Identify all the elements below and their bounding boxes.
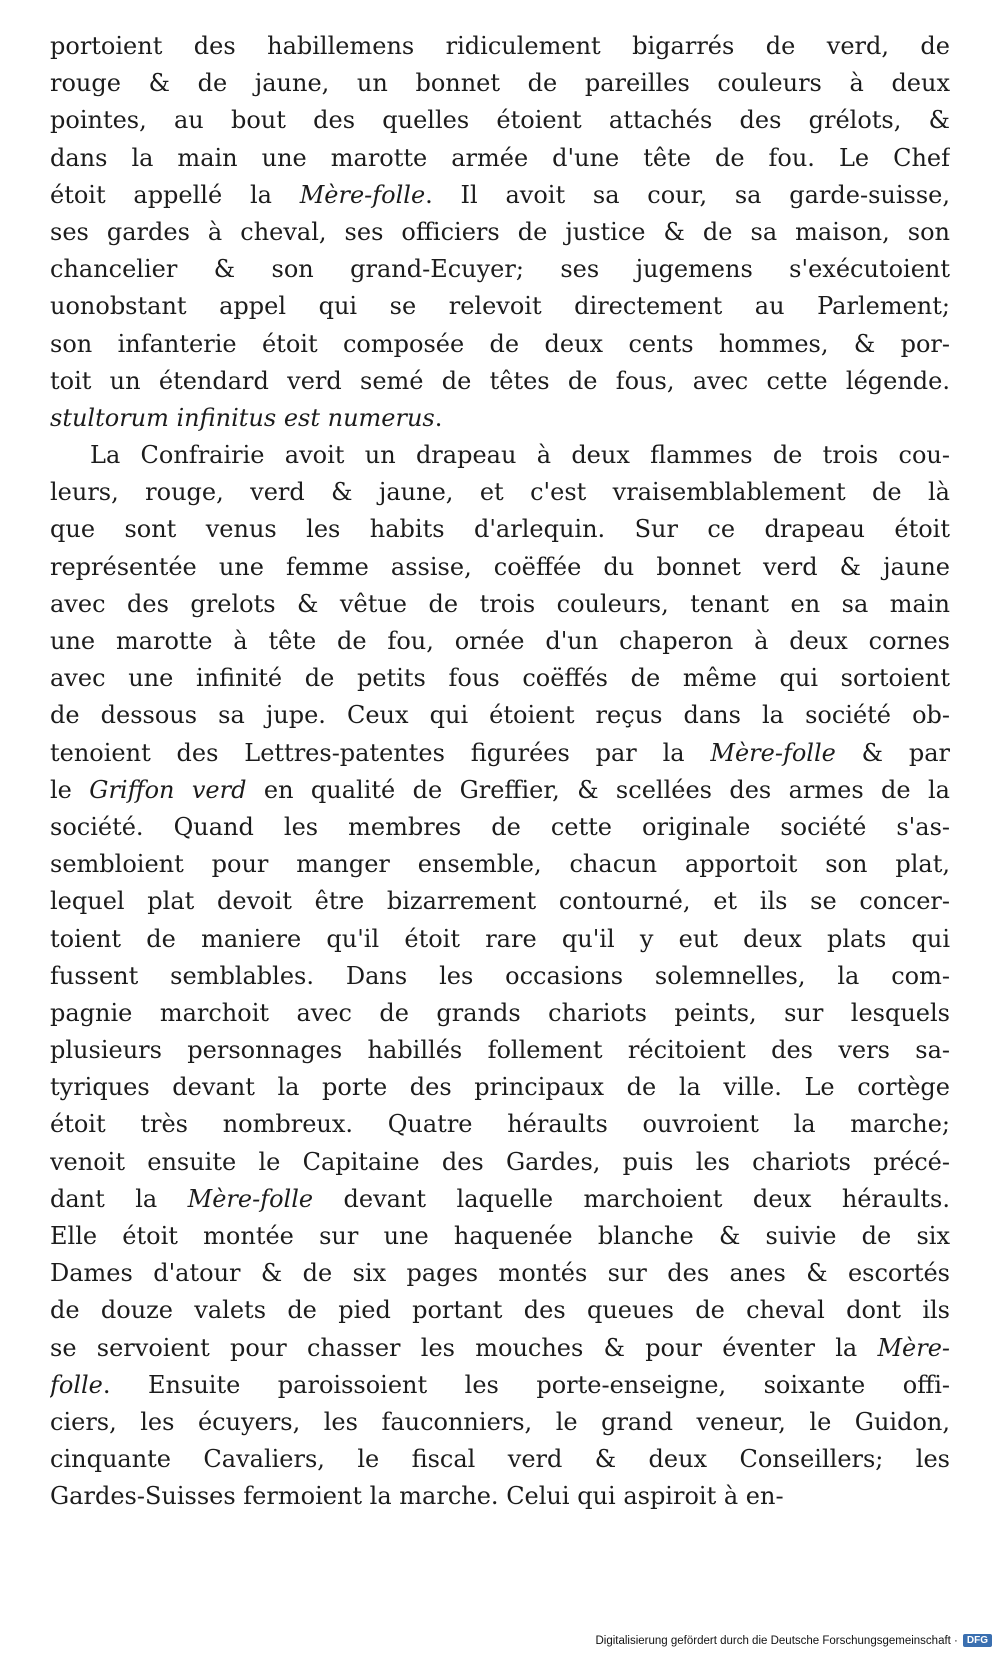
text-line: représentée une femme assise, coëffée du bonnet verd & jaune (50, 552, 950, 581)
text-line: tyriques devant la porte des principaux de la ville. Le cortège (50, 1073, 950, 1102)
text-line: que sont venus les habits d'arlequin. Sur ce drapeau étoit (50, 515, 950, 544)
text-line: toit un étendard verd semé de têtes de fous, avec cette légende. (50, 366, 950, 395)
text-line: se servoient pour chasser les mouches & pour éventer la Mère- (50, 1333, 950, 1362)
funding-note: Digitalisierung gefördert durch die Deutsche Forschungsgemeinschaft · (595, 1634, 958, 1647)
text-line: étoit très nombreux. Quatre héraults ouvroient la marche; (50, 1110, 950, 1139)
text-line: La Confrairie avoit un drapeau à deux flammes de trois cou- (90, 441, 950, 470)
page-text (50, 28, 950, 1516)
text-line: le Griffon verd en qualité de Greffier, & scellées des armes de la (50, 775, 950, 804)
text-line: dans la main une marotte armée d'une tête de fou. Le Chef (50, 143, 950, 172)
text-line: de douze valets de pied portant des queues de cheval dont ils (50, 1296, 950, 1325)
text-line: pagnie marchoit avec de grands chariots peints, sur lesquels (50, 998, 950, 1027)
text-line: stultorum infinitus est numerus. (50, 403, 443, 432)
text-line: étoit appellé la Mère-folle. Il avoit sa cour, sa garde-suisse, (50, 180, 950, 209)
dfg-logo: DFG (963, 1634, 992, 1647)
text-line: folle. Ensuite paroissoient les porte-enseigne, soixante offi- (50, 1370, 950, 1399)
text-line: une marotte à tête de fou, ornée d'un chaperon à deux cornes (50, 627, 950, 655)
text-line: venoit ensuite le Capitaine des Gardes, puis les chariots précé- (50, 1147, 950, 1176)
text-line: sembloient pour manger ensemble, chacun apportoit son plat, (50, 850, 950, 879)
text-line: lequel plat devoit être bizarrement contourné, et ils se concer- (50, 887, 950, 916)
text-line: avec une infinité de petits fous coëffés de même qui sortoient (50, 664, 950, 693)
text-line: pointes, au bout des quelles étoient attachés des grélots, & (50, 106, 950, 135)
text-line: rouge & de jaune, un bonnet de pareilles couleurs à deux (50, 69, 950, 98)
text-line: de dessous sa jupe. Ceux qui étoient reçus dans la société ob- (50, 701, 950, 730)
text-line: Dames d'atour & de six pages montés sur des anes & escortés (50, 1259, 950, 1288)
text-line: uonobstant appel qui se relevoit directement au Parlement; (50, 292, 950, 321)
text-line: fussent semblables. Dans les occasions solemnelles, la com- (50, 961, 950, 990)
text-line: société. Quand les membres de cette originale société s'as- (50, 812, 950, 841)
paragraph (50, 28, 950, 437)
text-line: leurs, rouge, verd & jaune, et c'est vraisemblablement de là (50, 478, 950, 507)
text-line: cinquante Cavaliers, le fiscal verd & deux Conseillers; les (50, 1445, 950, 1474)
funding-footer (595, 1634, 992, 1647)
text-line: plusieurs personnages habillés follement récitoient des vers sa- (50, 1036, 950, 1065)
paragraph (50, 437, 950, 1515)
text-line: toient de maniere qu'il étoit rare qu'il y eut deux plats qui (50, 924, 950, 953)
text-line: ses gardes à cheval, ses officiers de justice & de sa maison, son (50, 217, 950, 246)
text-line: avec des grelots & vêtue de trois couleurs, tenant en sa main (50, 589, 950, 618)
text-line: portoient des habillemens ridiculement bigarrés de verd, de (50, 32, 950, 60)
text-line: son infanterie étoit composée de deux cents hommes, & por- (50, 329, 950, 358)
text-line: ciers, les écuyers, les fauconniers, le grand veneur, le Guidon, (50, 1407, 950, 1436)
text-line: tenoient des Lettres-patentes figurées par la Mère-folle & par (50, 738, 950, 767)
text-line: Gardes-Suisses fermoient la marche. Celui qui aspiroit à en- (50, 1482, 784, 1511)
text-line: Elle étoit montée sur une haquenée blanche & suivie de six (50, 1222, 950, 1250)
text-line: dant la Mère-folle devant laquelle marchoient deux héraults. (50, 1184, 950, 1213)
book-page (50, 28, 950, 1516)
text-line: chancelier & son grand-Ecuyer; ses jugemens s'exécutoient (50, 255, 950, 284)
